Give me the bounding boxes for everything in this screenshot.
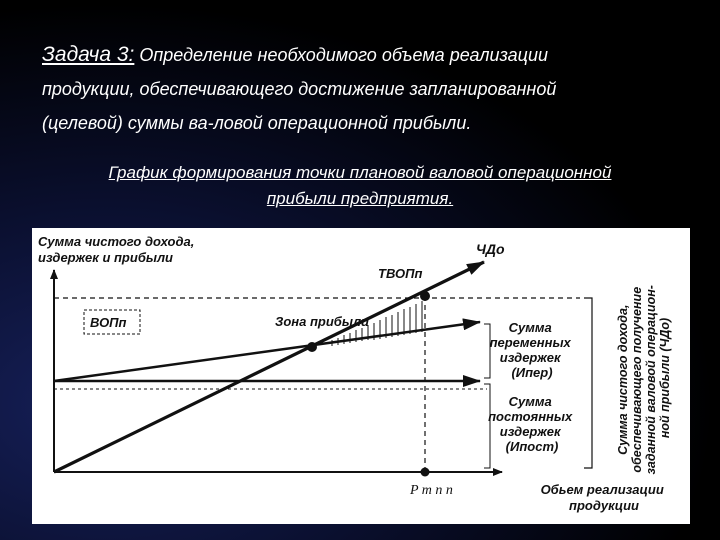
income-vertical-label bbox=[616, 282, 672, 475]
fixed-costs-brace bbox=[484, 384, 490, 468]
target-volume-point bbox=[421, 468, 430, 477]
profit-zone-label: Зона прибыли bbox=[275, 314, 369, 329]
diagram-canvas bbox=[32, 228, 690, 524]
net-income-line bbox=[54, 262, 484, 472]
break-even-point bbox=[307, 342, 317, 352]
variable-costs-brace bbox=[484, 324, 490, 378]
svg-text:Сумма чистого дохода, об: Сумма чистого дохода, обеспечивающего получение заданной валовой операцион- ной прибыли (ЧДо) bbox=[616, 285, 672, 475]
x-axis-label: Обьем реализации продукции bbox=[540, 482, 664, 513]
y-axis-label: Сумма чистого дохода, издержек и прибыли bbox=[38, 234, 195, 265]
task-statement bbox=[42, 38, 682, 140]
caption-line-1: График формирования точки плановой валовой операционной bbox=[108, 163, 612, 182]
task-line-2: продукции, обеспечивающего достижение запланированной bbox=[42, 79, 557, 99]
profit-diagram bbox=[32, 228, 690, 524]
fixed-costs-label: Сумма постоянных издержек (Ипост) bbox=[488, 394, 573, 454]
task-label: Задача 3: bbox=[42, 43, 135, 66]
diagram-caption bbox=[40, 160, 680, 212]
task-line-1: Определение необходимого объема реализации bbox=[139, 45, 548, 65]
net-income-label: ЧДо bbox=[476, 241, 505, 257]
income-brace bbox=[584, 298, 592, 468]
profit-level-label: ВОПп bbox=[90, 315, 127, 330]
target-point bbox=[420, 291, 430, 301]
caption-line-2: прибыли предприятия. bbox=[266, 189, 454, 208]
variable-costs-label: Сумма переменных издержек (Ипер) bbox=[489, 320, 571, 380]
target-point-label: ТВОПп bbox=[378, 266, 423, 281]
task-line-3: (целевой) суммы ва-ловой операционной прибыли. bbox=[42, 113, 472, 133]
target-volume-label: P т п п bbox=[410, 483, 453, 498]
